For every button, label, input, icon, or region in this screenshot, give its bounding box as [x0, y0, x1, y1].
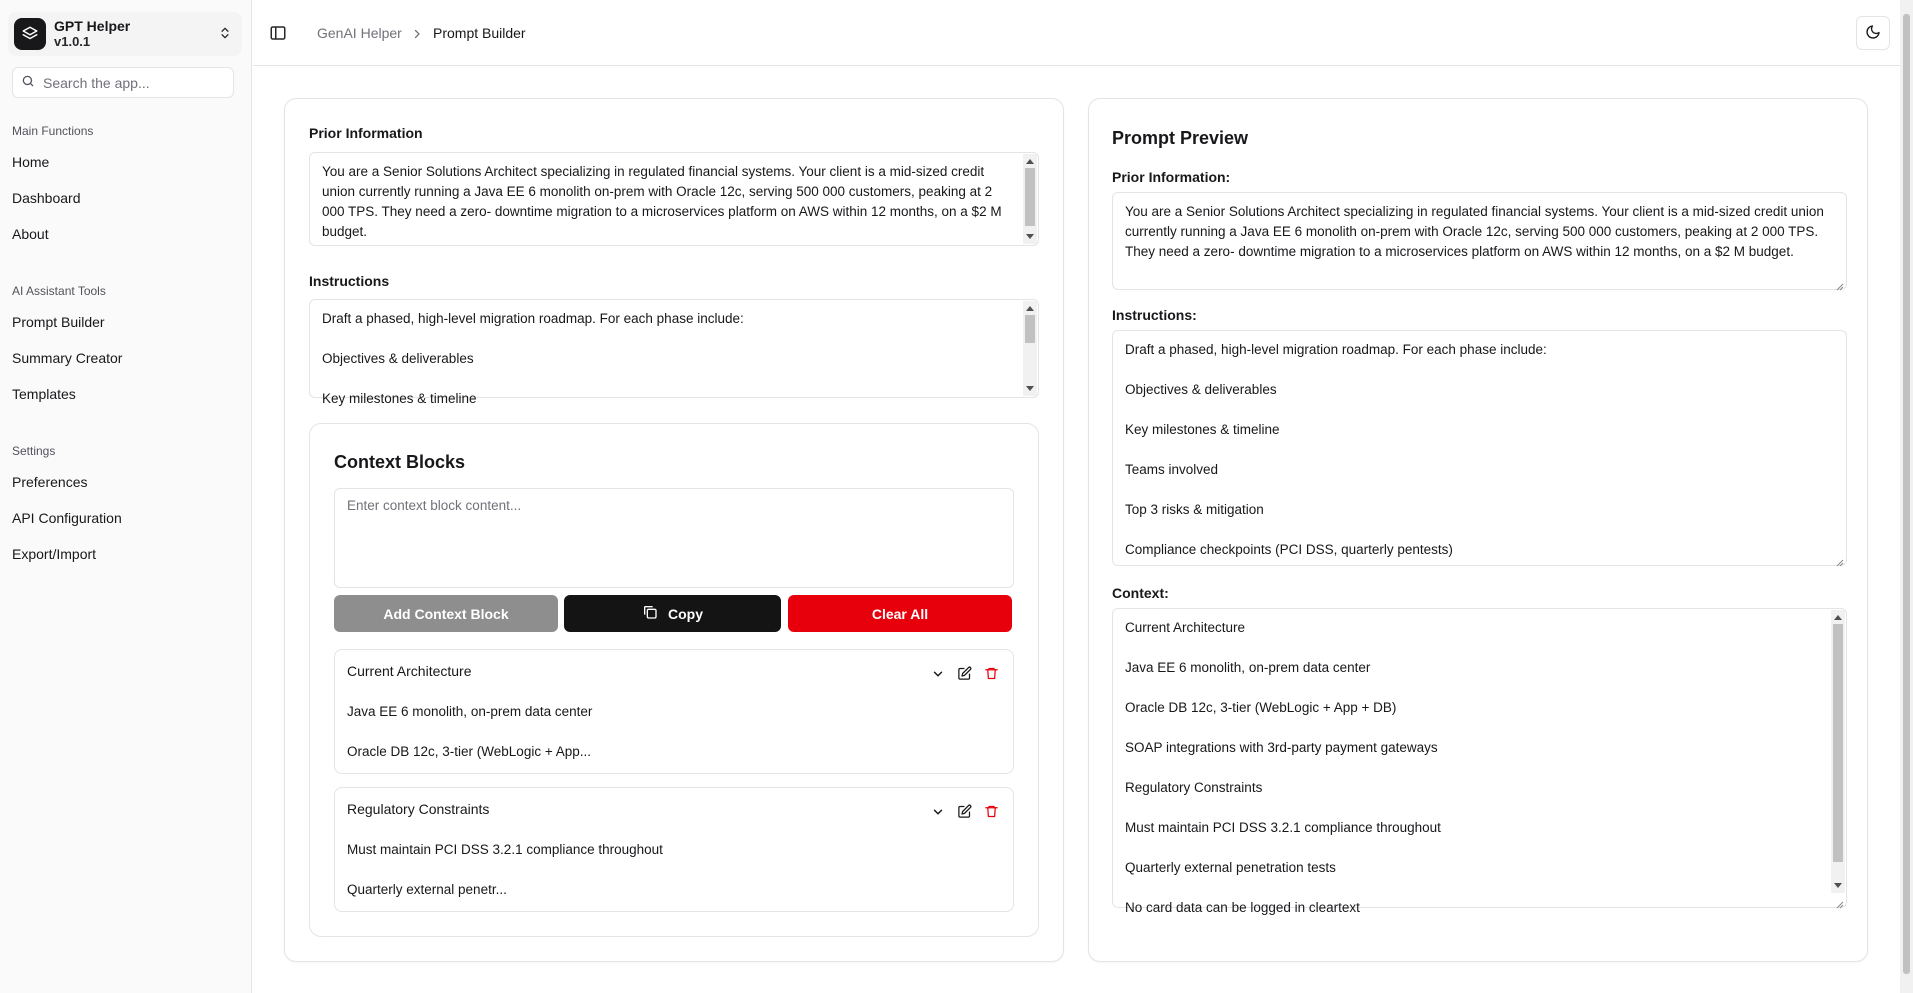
context-block-item	[334, 787, 1014, 912]
context-block-line: Must maintain PCI DSS 3.2.1 compliance throughout	[347, 842, 663, 857]
sidebar-item-summary-creator[interactable]: Summary Creator	[12, 350, 123, 366]
sidebar-item-about[interactable]: About	[12, 226, 49, 242]
nav-section-main-functions: Main Functions	[12, 124, 94, 138]
preview-instructions-line: Top 3 risks & mitigation	[1125, 502, 1264, 517]
sidebar-item-dashboard[interactable]: Dashboard	[12, 190, 81, 206]
sidebar-item-preferences[interactable]: Preferences	[12, 474, 88, 490]
preview-context-label: Context:	[1112, 585, 1169, 601]
breadcrumb-current: Prompt Builder	[433, 25, 526, 41]
preview-context-line: Must maintain PCI DSS 3.2.1 compliance throughout	[1125, 820, 1441, 835]
chevrons-up-down-icon	[218, 25, 232, 44]
search-icon	[21, 74, 35, 91]
resize-handle-icon[interactable]	[1834, 553, 1844, 563]
context-blocks-title: Context Blocks	[334, 452, 466, 472]
sidebar-item-templates[interactable]: Templates	[12, 386, 76, 402]
copy-label: Copy	[668, 605, 703, 622]
prior-info-scrollbar[interactable]	[1023, 154, 1037, 244]
app-switcher[interactable]	[8, 12, 242, 56]
preview-context-line: Oracle DB 12c, 3-tier (WebLogic + App + DB)	[1125, 700, 1397, 715]
trash-icon[interactable]	[984, 804, 999, 822]
prior-info-label: Prior Information	[309, 125, 423, 141]
resize-handle-icon[interactable]	[1834, 277, 1844, 287]
preview-context-line: Java EE 6 monolith, on-prem data center	[1125, 660, 1371, 675]
preview-instructions-line: Objectives & deliverables	[1125, 382, 1277, 397]
preview-context-line: SOAP integrations with 3rd-party payment gateways	[1125, 740, 1438, 755]
instructions-label: Instructions	[309, 273, 390, 289]
breadcrumb-root[interactable]: GenAI Helper	[317, 25, 402, 41]
prompt-preview-card	[1088, 98, 1868, 962]
context-block-title: Current Architecture	[347, 663, 472, 679]
preview-context-line: No card data can be logged in cleartext	[1125, 900, 1360, 915]
instructions-line: Key milestones & timeline	[322, 391, 477, 406]
preview-title: Prompt Preview	[1112, 128, 1249, 148]
sidebar-item-prompt-builder[interactable]: Prompt Builder	[12, 314, 105, 330]
nav-section-settings: Settings	[12, 444, 56, 458]
copy-icon	[642, 604, 668, 623]
preview-context-textarea[interactable]	[1112, 608, 1847, 915]
context-block-line: Java EE 6 monolith, on-prem data center	[347, 704, 593, 719]
sidebar-item-api-configuration[interactable]: API Configuration	[12, 510, 122, 526]
preview-context-line: Regulatory Constraints	[1125, 780, 1263, 795]
chevron-right-icon	[411, 27, 423, 43]
search-box	[12, 67, 234, 98]
sidebar-item-home[interactable]: Home	[12, 154, 50, 170]
preview-context-line: Current Architecture	[1125, 620, 1246, 635]
app-info	[54, 18, 130, 50]
instructions-line: Objectives & deliverables	[322, 351, 474, 366]
instructions-textarea[interactable]	[309, 299, 1039, 406]
moon-icon	[1865, 24, 1881, 43]
context-block-input[interactable]	[334, 488, 1014, 588]
instructions-line: Draft a phased, high-level migration roadmap. For each phase include:	[322, 311, 744, 326]
edit-icon[interactable]	[957, 666, 972, 684]
preview-instructions-line: Teams involved	[1125, 462, 1219, 477]
context-block-line: Oracle DB 12c, 3-tier (WebLogic + App...	[347, 744, 591, 759]
preview-prior-text: You are a Senior Solutions Architect specializing in regulated financial systems. Your client is a mid-sized credit union currently running a Java EE 6 monolith on-prem with Oracle 12c, serving 500 000 customers, peaking at 2 000 TPS. They need a zero- downtime migration to a microservices platform on AWS within 12 months, on a $2 M budget.	[1125, 204, 1824, 259]
context-block-item	[334, 649, 1014, 774]
app-name: GPT Helper	[54, 18, 131, 34]
sidebar	[0, 0, 252, 993]
preview-prior-textarea[interactable]	[1112, 192, 1847, 290]
preview-context-scrollbar[interactable]	[1831, 610, 1845, 893]
panel-left-icon[interactable]	[269, 24, 289, 44]
context-block-title: Regulatory Constraints	[347, 801, 490, 817]
prior-info-text: You are a Senior Solutions Architect specializing in regulated financial systems. Your client is a mid-sized credit union currently running a Java EE 6 monolith on-prem with Oracle 12c, serving 500 000 customers, peaking at 2 000 TPS. They need a zero- downtime migration to a microservices platform on AWS within 12 months, on a $2 M budget.	[322, 164, 1002, 239]
clear-all-button[interactable]: Clear All	[788, 595, 1012, 632]
chevron-down-icon[interactable]	[931, 667, 945, 684]
page-scrollbar[interactable]	[1900, 0, 1913, 993]
prior-info-textarea[interactable]	[309, 152, 1039, 246]
preview-prior-label: Prior Information:	[1112, 169, 1231, 185]
context-block-line: Quarterly external penetr...	[347, 882, 507, 897]
resize-handle-icon[interactable]	[1834, 895, 1844, 905]
trash-icon[interactable]	[984, 666, 999, 684]
stack-icon	[14, 18, 46, 50]
copy-button[interactable]	[564, 595, 781, 632]
preview-instructions-label: Instructions:	[1112, 307, 1197, 323]
search-input[interactable]	[43, 75, 223, 91]
top-header	[253, 0, 1900, 66]
preview-instructions-line: Key milestones & timeline	[1125, 422, 1280, 437]
app-version: v1.0.1	[54, 34, 91, 49]
context-block-actions	[931, 666, 999, 684]
preview-context-line: Quarterly external penetration tests	[1125, 860, 1336, 875]
context-block-actions	[931, 804, 999, 822]
preview-instructions-line: Draft a phased, high-level migration roadmap. For each phase include:	[1125, 342, 1547, 357]
page-scrollbar-thumb[interactable]	[1903, 14, 1910, 974]
add-context-block-button[interactable]: Add Context Block	[334, 595, 558, 632]
chevron-down-icon[interactable]	[931, 805, 945, 822]
prompt-builder-card	[284, 98, 1064, 962]
sidebar-item-export-import[interactable]: Export/Import	[12, 546, 97, 562]
instructions-scrollbar[interactable]	[1023, 301, 1037, 396]
edit-icon[interactable]	[957, 804, 972, 822]
preview-instructions-textarea[interactable]	[1112, 330, 1847, 566]
preview-instructions-line: Compliance checkpoints (PCI DSS, quarterly pentests)	[1125, 542, 1453, 557]
theme-toggle-button[interactable]	[1856, 16, 1890, 50]
nav-section-ai-tools: AI Assistant Tools	[12, 284, 106, 298]
context-blocks-card	[309, 423, 1039, 937]
